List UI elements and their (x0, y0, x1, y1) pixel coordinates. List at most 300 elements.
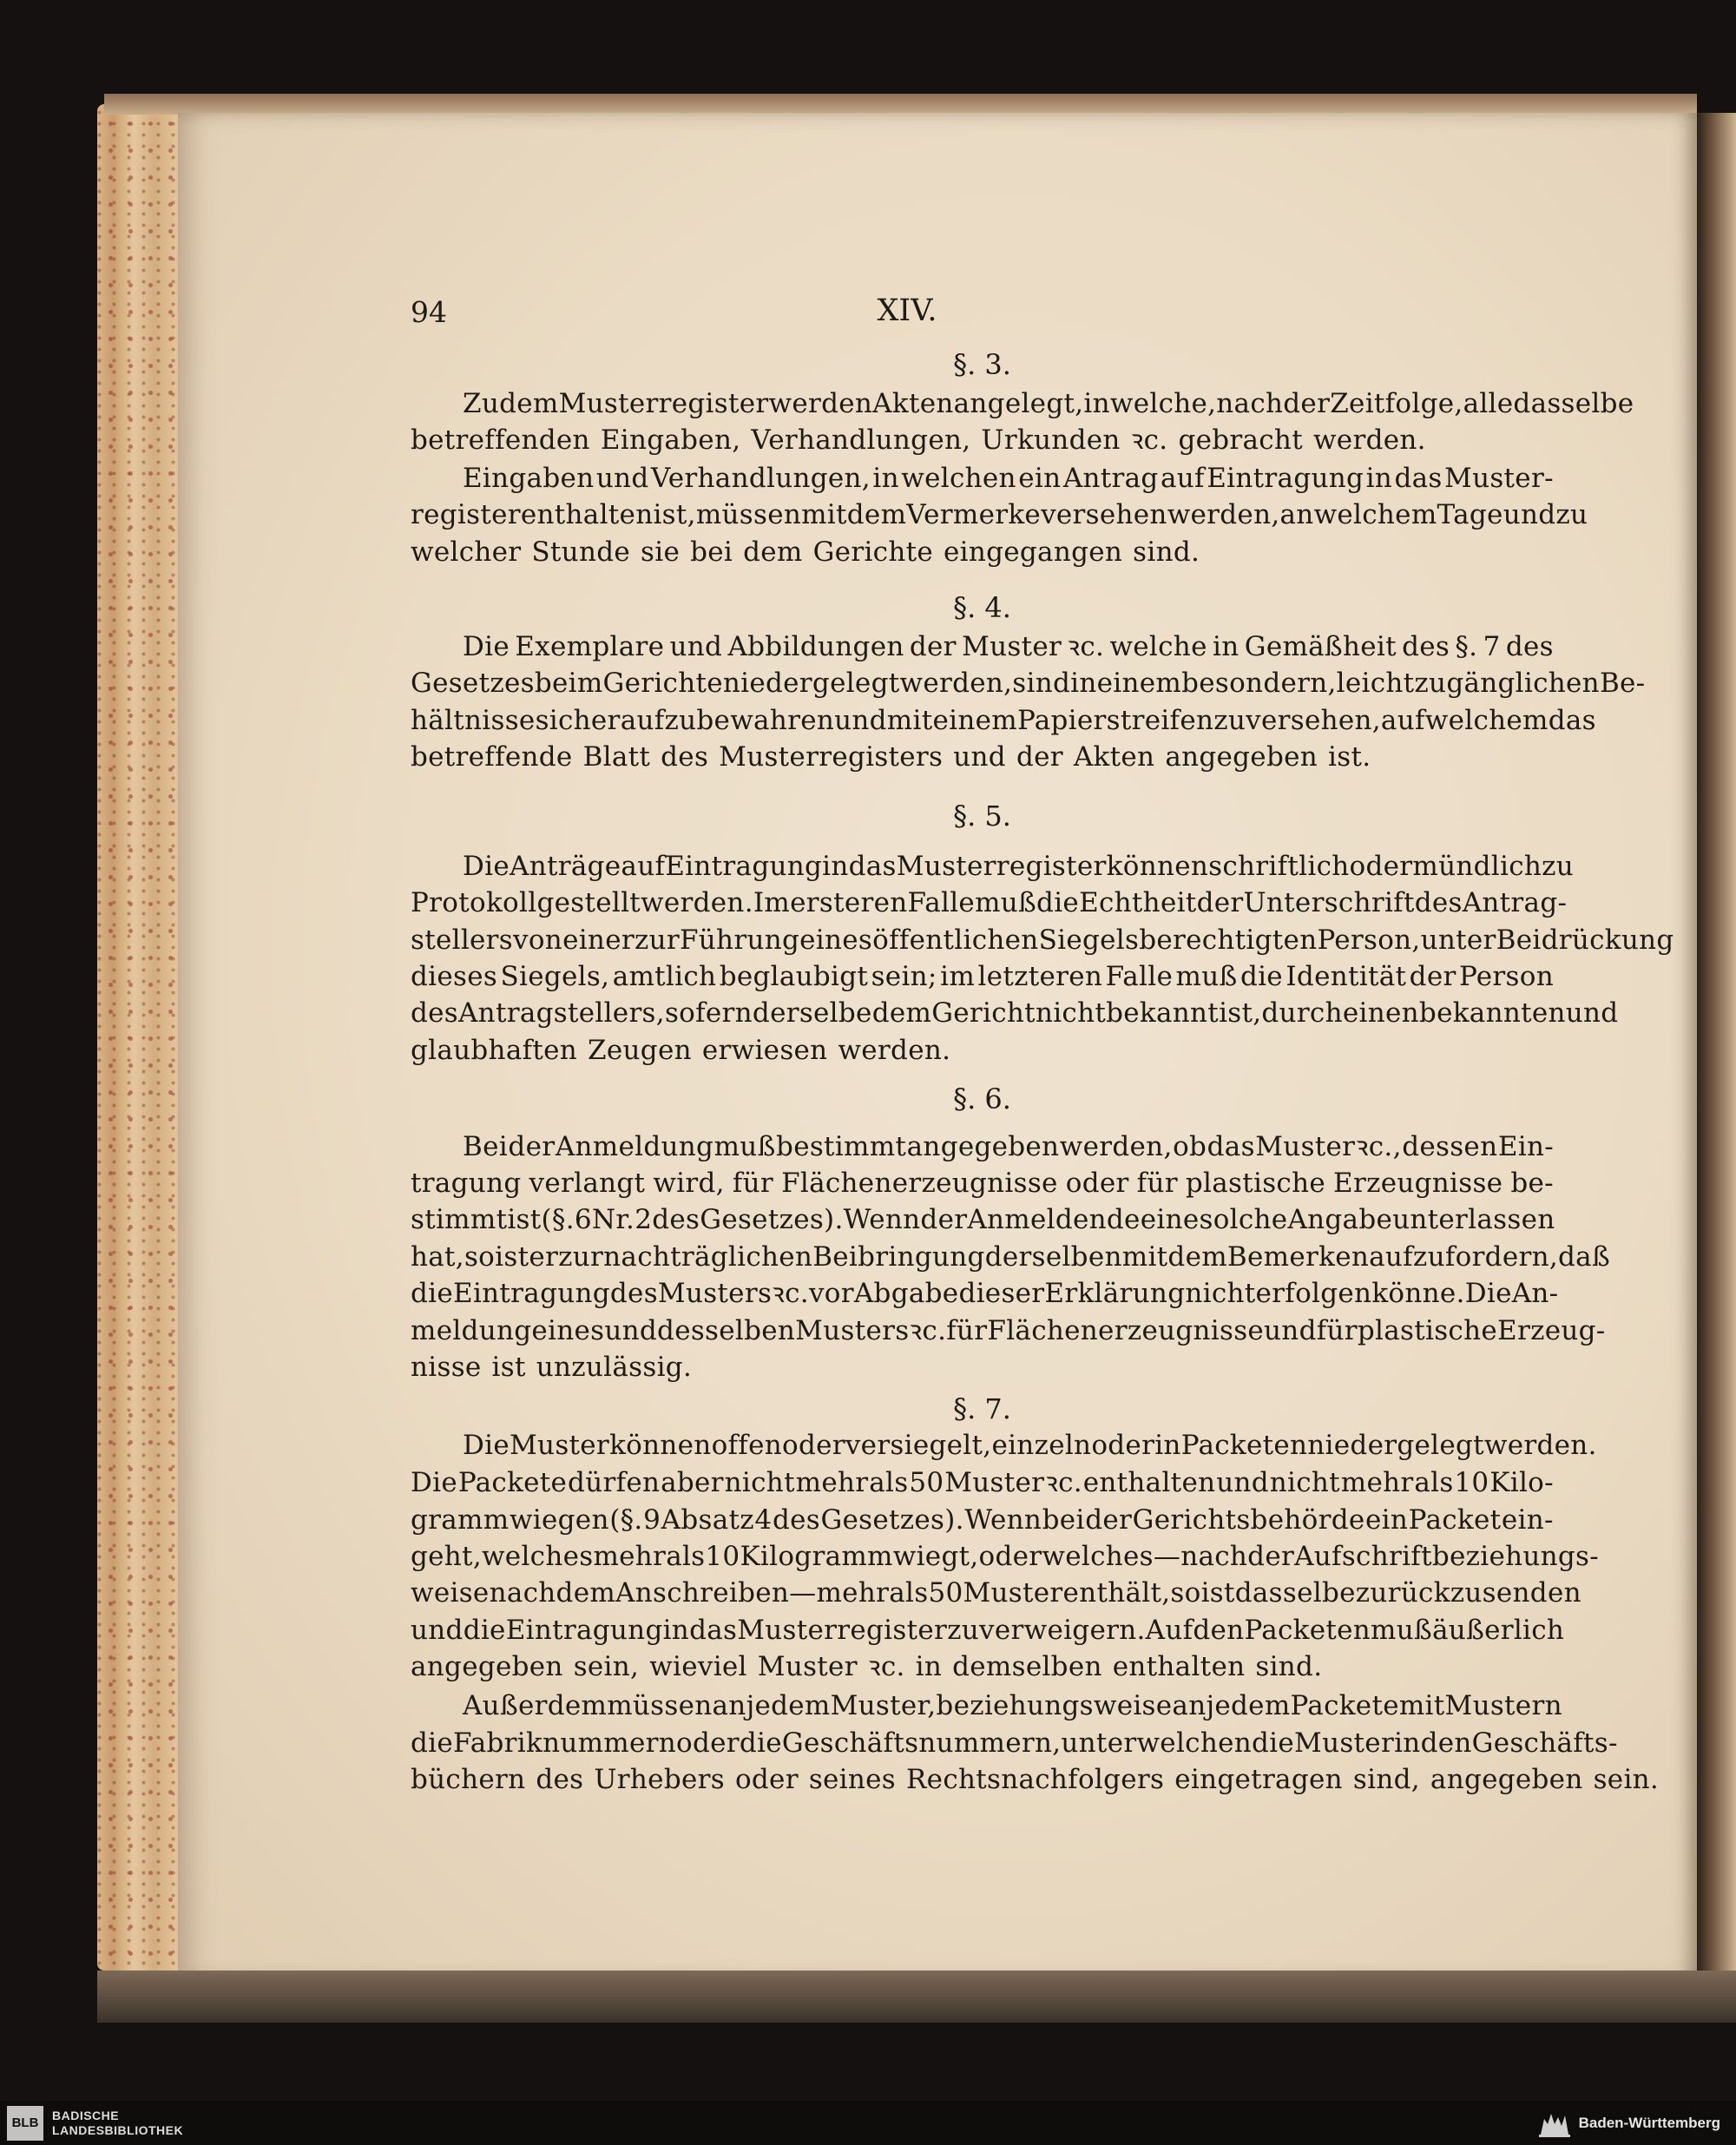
word: Antragstellers, (458, 997, 665, 1029)
word: an (712, 1690, 746, 1721)
word: amtlich (612, 961, 717, 992)
word: Angabe (1287, 1204, 1393, 1235)
word: das (848, 851, 897, 882)
word: können (609, 1430, 712, 1461)
word: müssen (695, 499, 802, 530)
word: in (872, 463, 899, 494)
word: seines (808, 1764, 897, 1795)
word: den (1193, 1615, 1245, 1646)
word: aufzufordern, (1369, 1241, 1559, 1273)
word: das (1548, 705, 1596, 736)
word: welchen (901, 463, 1016, 494)
word: nicht (1269, 1467, 1340, 1498)
word: mehr (1340, 1467, 1414, 1498)
word: erfolgen (1255, 1278, 1372, 1309)
blb-line-2: LANDESBIBLIOTHEK (52, 2122, 184, 2137)
text-line (411, 1541, 1600, 1572)
word: Anschreiben (615, 1577, 790, 1609)
word: Musterregister (737, 1615, 948, 1646)
word: angegeben (1430, 1764, 1583, 1795)
word: mehr (795, 1467, 869, 1498)
word: aufzubewahren (620, 705, 835, 736)
word: könne. (1371, 1278, 1465, 1309)
word: Echtheit (1079, 887, 1197, 918)
word: Kilogramm (740, 1541, 893, 1572)
word: mündlich (1412, 851, 1542, 882)
word: für (732, 1168, 774, 1199)
word: 10 (1454, 1467, 1489, 1498)
word: verweigern. (979, 1615, 1146, 1646)
word: dasselbe (1513, 388, 1634, 419)
word: Verhandlungen, (650, 463, 871, 494)
word: werden, (1167, 499, 1280, 530)
word: die (739, 1727, 782, 1759)
word: durch (1261, 997, 1343, 1029)
blb-badge: BLB (7, 2106, 43, 2141)
word: Muster (510, 1430, 610, 1461)
word: 2 (635, 1204, 653, 1235)
word: plastische (1185, 1168, 1325, 1199)
word: beim (534, 668, 603, 699)
word: 7 (1483, 631, 1501, 662)
word: angegeben (1165, 741, 1318, 773)
word: der (1409, 961, 1457, 992)
blb-logo[interactable] (7, 2106, 183, 2141)
word: Wenn (964, 1504, 1042, 1536)
text-line (463, 465, 1554, 492)
chapter-heading: XIV. (877, 293, 937, 328)
word: welches (481, 1541, 594, 1572)
word: Anmeldung (555, 1131, 714, 1162)
word: ist (495, 1241, 529, 1273)
word: muß (975, 887, 1037, 918)
word: in (1070, 668, 1097, 699)
word: glaubhaften (411, 1035, 578, 1066)
word: Eintragung (1207, 463, 1364, 494)
word: Beibringung (812, 1241, 985, 1273)
word: Zeugen (588, 1035, 692, 1066)
word: und (1565, 997, 1619, 1029)
word: Die (463, 851, 510, 882)
word: der (1085, 1504, 1133, 1536)
word: mit (801, 499, 847, 530)
word: Muster- (1444, 463, 1554, 494)
text-line (411, 1170, 1554, 1197)
word: tragung (411, 1168, 522, 1199)
word: 50 (928, 1577, 963, 1609)
word: die (463, 1615, 506, 1646)
word: beziehungsweise (936, 1690, 1173, 1721)
word: ꝛc., (1355, 1131, 1402, 1162)
word: Bemerken (1226, 1241, 1370, 1273)
word: wiegt, (892, 1541, 979, 1572)
text-line (411, 1354, 1554, 1381)
word: Muster (757, 1651, 858, 1682)
word: daß (1558, 1241, 1610, 1273)
word: ꝛc. (772, 1278, 809, 1309)
word: Musterregisters (719, 741, 944, 773)
word: Die (411, 1467, 458, 1498)
word: ist (507, 1204, 542, 1235)
text-line (463, 388, 1634, 419)
word: Aufschrift (1294, 1541, 1432, 1572)
word: Packeten (1244, 1615, 1371, 1646)
word: jedem (1206, 1690, 1291, 1721)
word: für (1316, 1315, 1358, 1346)
word: ꝛc. (1130, 424, 1168, 456)
word: Absatz (661, 1504, 754, 1536)
word: geht, (411, 1541, 482, 1572)
word: an (1172, 1690, 1207, 1721)
text-line (411, 741, 1554, 773)
word: Packete (457, 1467, 568, 1498)
text-line (411, 1204, 1555, 1235)
text-line (411, 1651, 1554, 1682)
word: Gemäßheit (1244, 631, 1397, 662)
word: schriftlich (1208, 851, 1350, 882)
word: Person, (1317, 924, 1421, 956)
word: werden. (1483, 1430, 1597, 1461)
word: Muster (944, 1467, 1045, 1498)
baden-wuerttemberg-logo[interactable] (1537, 2109, 1720, 2138)
word: das (689, 1615, 738, 1646)
section-heading: §. 4. (953, 591, 1011, 624)
word: enthalten (520, 499, 654, 530)
word: unzulässig. (536, 1352, 693, 1383)
text-line (411, 887, 1568, 918)
word: das (1394, 463, 1443, 494)
word: mehr (593, 1541, 667, 1572)
word: der (920, 1204, 968, 1235)
word: an (1279, 499, 1314, 530)
section-heading: §. 5. (953, 799, 1011, 832)
word: sind. (1133, 536, 1200, 568)
word: Eingaben (463, 463, 595, 494)
word: Nr. (591, 1204, 635, 1235)
word: angelegt, (953, 388, 1084, 419)
text-line (411, 705, 1596, 736)
text-line (411, 1241, 1610, 1273)
blb-name (52, 2109, 183, 2138)
word: Urhebers (594, 1764, 725, 1795)
text-line (463, 851, 1575, 882)
word: werden. (1312, 424, 1426, 456)
word: dem (743, 536, 803, 568)
word: die (1036, 887, 1080, 918)
word: zur (634, 924, 680, 956)
word: (§. (609, 1504, 643, 1536)
word: oder (978, 1541, 1042, 1572)
word: welchen (1136, 1727, 1253, 1759)
word: der (508, 1131, 556, 1162)
word: eines (799, 924, 873, 956)
text-line (411, 1467, 1554, 1498)
word: Gerichtsbehörde (1132, 1504, 1365, 1536)
word: werden. (641, 887, 753, 918)
word: Erklärung (1044, 1278, 1186, 1309)
word: offen (711, 1430, 782, 1461)
word: Packet (1408, 1504, 1502, 1536)
word: ersteren (790, 887, 908, 918)
word: des (772, 1504, 820, 1536)
word: welchem (1313, 499, 1437, 530)
word: betreffende (411, 741, 573, 773)
word: 50 (909, 1467, 944, 1498)
word: und (669, 631, 723, 662)
word: (§. (541, 1204, 575, 1235)
text-line (411, 997, 1619, 1029)
word: Person (1459, 961, 1554, 992)
word: Eingaben, (600, 424, 741, 456)
word: hat, (411, 1241, 464, 1273)
word: Musterregister (896, 851, 1107, 882)
word: den (1420, 1727, 1472, 1759)
word: register (411, 499, 521, 530)
word: mit (1398, 1690, 1445, 1721)
word: Gesetzes). (820, 1504, 964, 1536)
word: oder (781, 1430, 845, 1461)
word: Ein- (1497, 1131, 1554, 1162)
word: eingetragen (1174, 1764, 1343, 1795)
word: §. (1455, 631, 1478, 662)
word: nach (1216, 388, 1284, 419)
page-number: 94 (411, 295, 447, 329)
word: in (1213, 631, 1240, 662)
word: 4 (754, 1504, 773, 1536)
word: einem (1096, 668, 1182, 699)
baden-wuerttemberg-label: Baden-Württemberg (1578, 2114, 1720, 2131)
word: so (464, 1241, 496, 1273)
word: Anmeldende (967, 1204, 1141, 1235)
word: Im (753, 887, 791, 918)
word: büchern (411, 1764, 526, 1795)
word: Eintragung (453, 1278, 610, 1309)
word: Be- (1599, 668, 1646, 699)
word: derselben (984, 1241, 1122, 1273)
word: Blatt (582, 741, 651, 773)
word: Auf (1145, 1615, 1194, 1646)
word: sind, (1352, 1764, 1420, 1795)
word: Wenn (843, 1204, 921, 1235)
text-line (411, 924, 1674, 956)
word: und (953, 741, 1006, 773)
word: berechtigten (1139, 924, 1318, 956)
word: meldung (411, 1315, 532, 1346)
word: betreffenden (411, 424, 590, 456)
word: Falle (907, 887, 976, 918)
word: müssen (607, 1690, 713, 1721)
word: er (529, 1241, 559, 1273)
word: zu (947, 1615, 980, 1646)
word: Gesetzes). (700, 1204, 844, 1235)
word: Zu (463, 388, 500, 419)
word: des (652, 1204, 700, 1235)
word: dem (556, 1577, 616, 1609)
word: und (834, 705, 887, 736)
word: wiegen (509, 1504, 609, 1536)
word: Abbildungen (727, 631, 904, 662)
word: der (909, 631, 957, 662)
word: einem (932, 705, 1017, 736)
word: nach (489, 1577, 556, 1609)
word: bei (690, 536, 733, 568)
word: — (1153, 1541, 1181, 1572)
word: Bei (463, 1131, 508, 1162)
word: Akten (872, 388, 954, 419)
word: des (1414, 887, 1463, 918)
word: Tage (1437, 499, 1503, 530)
word: Gerichte (812, 536, 933, 568)
word: oder (1349, 851, 1413, 882)
word: ist. (1328, 741, 1371, 773)
word: demselben (952, 1651, 1102, 1682)
facing-page-edge (1697, 113, 1736, 2005)
text-line (411, 1577, 1581, 1609)
word: werden, (899, 668, 1013, 699)
word: sein, (573, 1651, 640, 1682)
word: Gericht (931, 997, 1036, 1029)
word: einen (1342, 997, 1419, 1029)
word: dieser (958, 1278, 1045, 1309)
word: Papierstreifen (1016, 705, 1214, 736)
word: Antrag (1062, 463, 1159, 494)
word: eines (531, 1315, 605, 1346)
word: Zeitfolge, (1330, 388, 1463, 419)
word: Muster (1294, 1727, 1395, 1759)
text-line (411, 1278, 1559, 1309)
word: des (1505, 631, 1554, 662)
word: unterlassen (1392, 1204, 1555, 1235)
word: dürfen (568, 1467, 661, 1498)
word: Verhandlungen, (751, 424, 971, 456)
word: enthalten (1082, 1467, 1216, 1498)
word: desselben (657, 1315, 796, 1346)
word: 6 (574, 1204, 592, 1235)
word: welches (1042, 1541, 1154, 1572)
word: als (1414, 1467, 1454, 1498)
text-line (411, 1764, 1660, 1795)
word: ꝛc. (1067, 631, 1105, 662)
word: bekannt (1106, 997, 1220, 1029)
text-line (463, 631, 1554, 662)
word: Anträge (510, 851, 621, 882)
word: stimmt (411, 1204, 508, 1235)
word: ist (1200, 1577, 1235, 1609)
word: enthält, (1062, 1577, 1171, 1609)
word: Rechtsnachfolgers (906, 1764, 1165, 1795)
word: oder (734, 1764, 799, 1795)
word: mit (1121, 1241, 1168, 1273)
word: Protokoll (411, 887, 537, 918)
word: ꝛc. (867, 1651, 905, 1682)
word: für (1136, 1168, 1178, 1199)
word: Führung (679, 924, 800, 956)
word: auf (1161, 463, 1205, 494)
word: welchem (1424, 705, 1549, 736)
word: unter (1061, 1727, 1137, 1759)
word: hältnisse (411, 705, 536, 736)
word: niedergelegt (722, 668, 900, 699)
word: sicher (535, 705, 621, 736)
word: bestimmt (776, 1131, 907, 1162)
word: Die (1464, 1278, 1512, 1309)
word: und (595, 463, 649, 494)
word: Siegels (1038, 924, 1140, 956)
word: in (662, 1615, 690, 1646)
word: angegeben (906, 1131, 1060, 1162)
word: vor (808, 1278, 854, 1309)
word: in (915, 1651, 943, 1682)
word: Muster (963, 1577, 1063, 1609)
word: als (869, 1467, 909, 1498)
word: in (822, 851, 849, 882)
word: und (1503, 499, 1556, 530)
word: dem (871, 997, 932, 1029)
word: plastische (1357, 1315, 1498, 1346)
word: beziehungs- (1431, 1541, 1600, 1572)
word: die (1240, 961, 1283, 992)
word: dessen (1402, 1131, 1498, 1162)
word: sie (641, 536, 681, 568)
word: ist, (653, 499, 696, 530)
word: Geschäfts- (1471, 1727, 1618, 1759)
lions-crest-icon (1537, 2109, 1572, 2138)
word: Musters (795, 1315, 910, 1346)
word: Außerdem (463, 1690, 608, 1721)
word: und (411, 1615, 464, 1646)
word: der (1247, 1541, 1295, 1572)
word: Packeten (1180, 1430, 1308, 1461)
word: Erzeug- (1497, 1315, 1606, 1346)
word: sofern (664, 997, 753, 1029)
word: eine (1140, 1204, 1200, 1235)
word: des (609, 1278, 658, 1309)
word: ein (1018, 463, 1062, 494)
word: verlangt (529, 1168, 646, 1199)
word: Kilo- (1489, 1467, 1554, 1498)
word: gestellt (536, 887, 641, 918)
text-line (411, 424, 1554, 456)
word: beglaubigt (719, 961, 869, 992)
word: äußerlich (1432, 1615, 1565, 1646)
word: der (1016, 741, 1063, 773)
word: als (889, 1577, 929, 1609)
word: Mustern (1444, 1690, 1562, 1721)
word: dem (846, 499, 907, 530)
word: derselbe (752, 997, 872, 1029)
text-line (463, 1690, 1562, 1721)
word: in (1394, 1727, 1421, 1759)
word: als (666, 1541, 706, 1572)
word: der (1283, 388, 1331, 419)
viewer-footer (0, 2101, 1736, 2145)
text-line (411, 1504, 1554, 1536)
word: zu (1213, 705, 1246, 736)
text-line (411, 536, 1554, 568)
text-line (411, 1315, 1606, 1346)
word: Antrag- (1462, 887, 1568, 918)
word: Erzeugnisse (1333, 1168, 1503, 1199)
text-line (411, 1615, 1565, 1646)
word: welche (1109, 631, 1207, 662)
word: ist, (1219, 997, 1262, 1029)
section-heading: §. 3. (953, 348, 1011, 381)
word: be- (1510, 1168, 1554, 1199)
word: und (604, 1315, 658, 1346)
word: des (1402, 631, 1450, 662)
word: jedem (746, 1690, 831, 1721)
word: dasselbe (1234, 1577, 1356, 1609)
